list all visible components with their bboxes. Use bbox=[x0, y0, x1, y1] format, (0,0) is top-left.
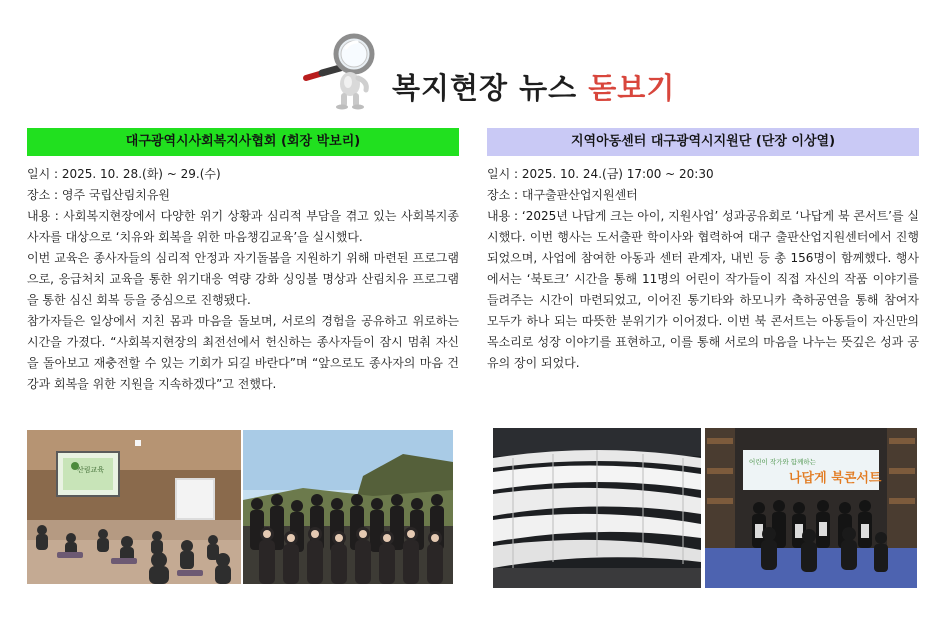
article-left-paragraph: 이번 교육은 종사자들의 심리적 안정과 자기돌봄을 지원하기 위해 마련된 프로그램으로, 응급처치 교육을 통한 위기대응 역량 강화 싱잉볼 명상과 산림치유 프로그램을 통한 심신 회복 등을 중심으로 진행됐다. bbox=[27, 251, 459, 307]
article-right-content: 내용 : ‘2025년 나답게 크는 아이, 지원사업’ 성과공유회로 ‘나답게 북 콘서트’를 실시했다. 이번 행사는 도서출판 학이사와 협력하여 대구 출판산업지원센터에서 진행되었으며, 사업에 참여한 아동과 센터 관계자, 내빈 등 총 156명이 함께했다. 행사에서는 ‘북토크’ 시간을 통해 11명의 어린이 작가들이 직접 자신의 작품 이야기를 들려주는 시간이 마련되었고, 이어진 통기타와 하모니카 축하공연을 통해 참여자 모두가 하나 되는 따뜻한 분위기가 이어졌다. 이번 북 콘서트는 아동들이 자신만의 목소리로 성장 이야기를 표현하고, 이를 통해 서로의 마음을 나누는 뜻깊은 성과 공유의 장이 되었다. bbox=[487, 209, 919, 370]
article-right-photos bbox=[493, 428, 917, 588]
article-left-content: 내용 : 사회복지현장에서 다양한 위기 상황과 심리적 부담을 겪고 있는 사회복지종사자를 대상으로 ‘치유와 회복을 위한 마음챙김교육’을 실시했다. bbox=[27, 209, 459, 244]
article-left-photos bbox=[27, 430, 453, 584]
article-left bbox=[27, 128, 459, 395]
magnifier-figure-icon bbox=[300, 30, 382, 110]
title-accent: 돋보기 bbox=[588, 71, 676, 105]
article-right-banner: 지역아동센터 대구광역시지원단 (단장 이상열) bbox=[487, 128, 919, 156]
article-right bbox=[487, 128, 919, 374]
photo-lecture-room bbox=[27, 430, 241, 584]
article-left-body bbox=[27, 164, 459, 395]
article-left-date: 일시 : 2025. 10. 28.(화) ~ 29.(수) bbox=[27, 167, 221, 181]
slide-text: 산림교육 bbox=[77, 466, 105, 474]
photo-book-concert bbox=[705, 428, 917, 588]
article-right-body bbox=[487, 164, 919, 374]
title-main: 복지현장 뉴스 bbox=[392, 71, 578, 105]
concert-banner-title: 나답게 북콘서트 bbox=[789, 471, 882, 486]
article-left-paragraph: 참가자들은 일상에서 지친 몸과 마음을 돌보며, 서로의 경험을 공유하고 위로하는 시간을 가졌다. “사회복지현장의 최전선에서 헌신하는 종사자들이 잠시 멈춰 자신을 돌아보고 재충전할 수 있는 기회가 되길 바란다”며 “앞으로도 종사자의 마음 건강과 회복을 위한 지원을 지속하겠다”고 전했다. bbox=[27, 314, 459, 391]
photo-library-hall bbox=[493, 428, 701, 588]
article-right-place: 장소 : 대구출판산업지원센터 bbox=[487, 188, 638, 202]
page-title bbox=[392, 66, 675, 107]
article-left-banner: 대구광역시사회복지사협회 (회장 박보리) bbox=[27, 128, 459, 156]
concert-banner-sub: 어린이 작가와 함께하는 bbox=[749, 458, 816, 466]
article-right-date: 일시 : 2025. 10. 24.(금) 17:00 ~ 20:30 bbox=[487, 167, 714, 181]
page-header bbox=[0, 0, 950, 118]
photo-forest-group bbox=[243, 430, 453, 584]
article-left-place: 장소 : 영주 국립산림치유원 bbox=[27, 188, 170, 202]
